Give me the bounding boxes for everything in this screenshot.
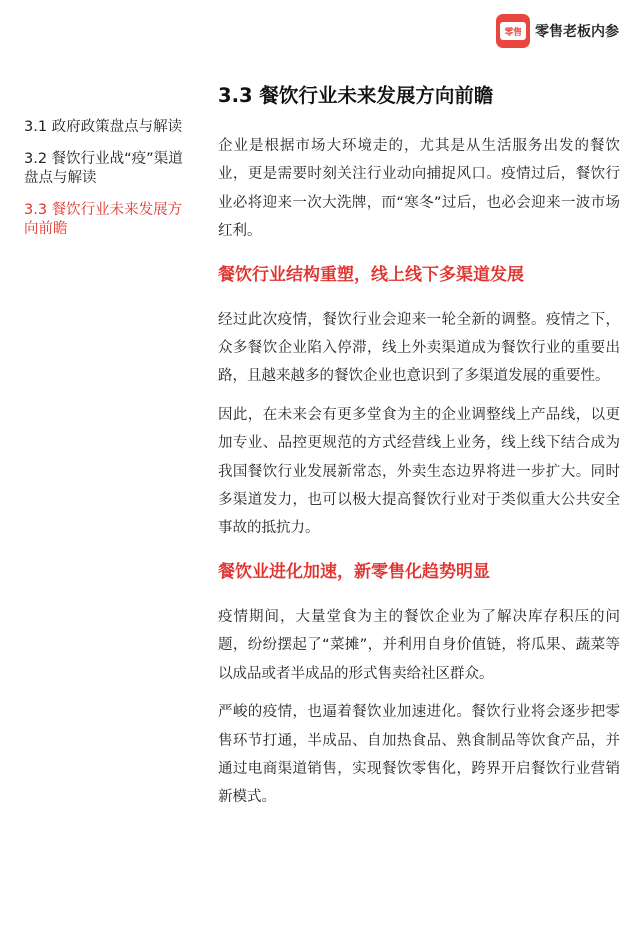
paragraph: 严峻的疫情，也逼着餐饮业加速进化。餐饮行业将会逐步把零售环节打通，半成品、自加热食品、熟食制品等饮食产品，并通过电商渠道销售，实现餐饮零售化，跨界开启餐饮行业营销新模式。 — [218, 704, 620, 806]
section-heading-channels: 餐饮行业结构重塑，线上线下多渠道发展 — [218, 264, 524, 285]
logo-mark: 零售 — [500, 22, 526, 40]
logo-icon — [496, 14, 530, 48]
table-of-contents — [24, 118, 194, 252]
paragraph: 因此，在未来会有更多堂食为主的企业调整线上产品线，以更加专业、品控更规范的方式经营线上业务，线上线下结合成为我国餐饮行业发展新常态，外卖生态边界将进一步扩大。同时多渠道发力，也可以极大提高餐饮行业对于类似重大公共安全事故的抵抗力。 — [218, 406, 620, 537]
page-title: 3.3 餐饮行业未来发展方向前瞻 — [218, 84, 494, 107]
paragraph: 经过此次疫情，餐饮行业会迎来一轮全新的调整。疫情之下，众多餐饮企业陷入停滞，线上外卖渠道成为餐饮行业的重要出路，且越来越多的餐饮企业也意识到了多渠道发展的重要性。 — [218, 311, 620, 385]
toc-item-3-2[interactable]: 3.2 餐饮行业战“疫”渠道盘点与解读 — [24, 151, 183, 186]
intro-paragraph: 企业是根据市场大环境走的，尤其是从生活服务出发的餐饮业，更是需要时刻关注行业动向捕捉风口。疫情过后，餐饮行业必将迎来一次大洗牌，而“寒冬”过后，也必会迎来一波市场红利。 — [218, 138, 620, 240]
paragraph: 疫情期间，大量堂食为主的餐饮企业为了解决库存积压的问题，纷纷摆起了“菜摊”，并利用自身价值链，将瓜果、蔬菜等以成品或者半成品的形式售卖给社区群众。 — [218, 608, 620, 682]
toc-item-3-3-active[interactable]: 3.3 餐饮行业未来发展方向前瞻 — [24, 202, 183, 237]
toc-item-3-1[interactable]: 3.1 政府政策盘点与解读 — [24, 119, 183, 135]
section-heading-new-retail: 餐饮业进化加速，新零售化趋势明显 — [218, 561, 490, 582]
main-content — [218, 84, 620, 822]
logo-text: 零售老板内参 — [535, 24, 619, 40]
brand-logo — [496, 14, 619, 48]
